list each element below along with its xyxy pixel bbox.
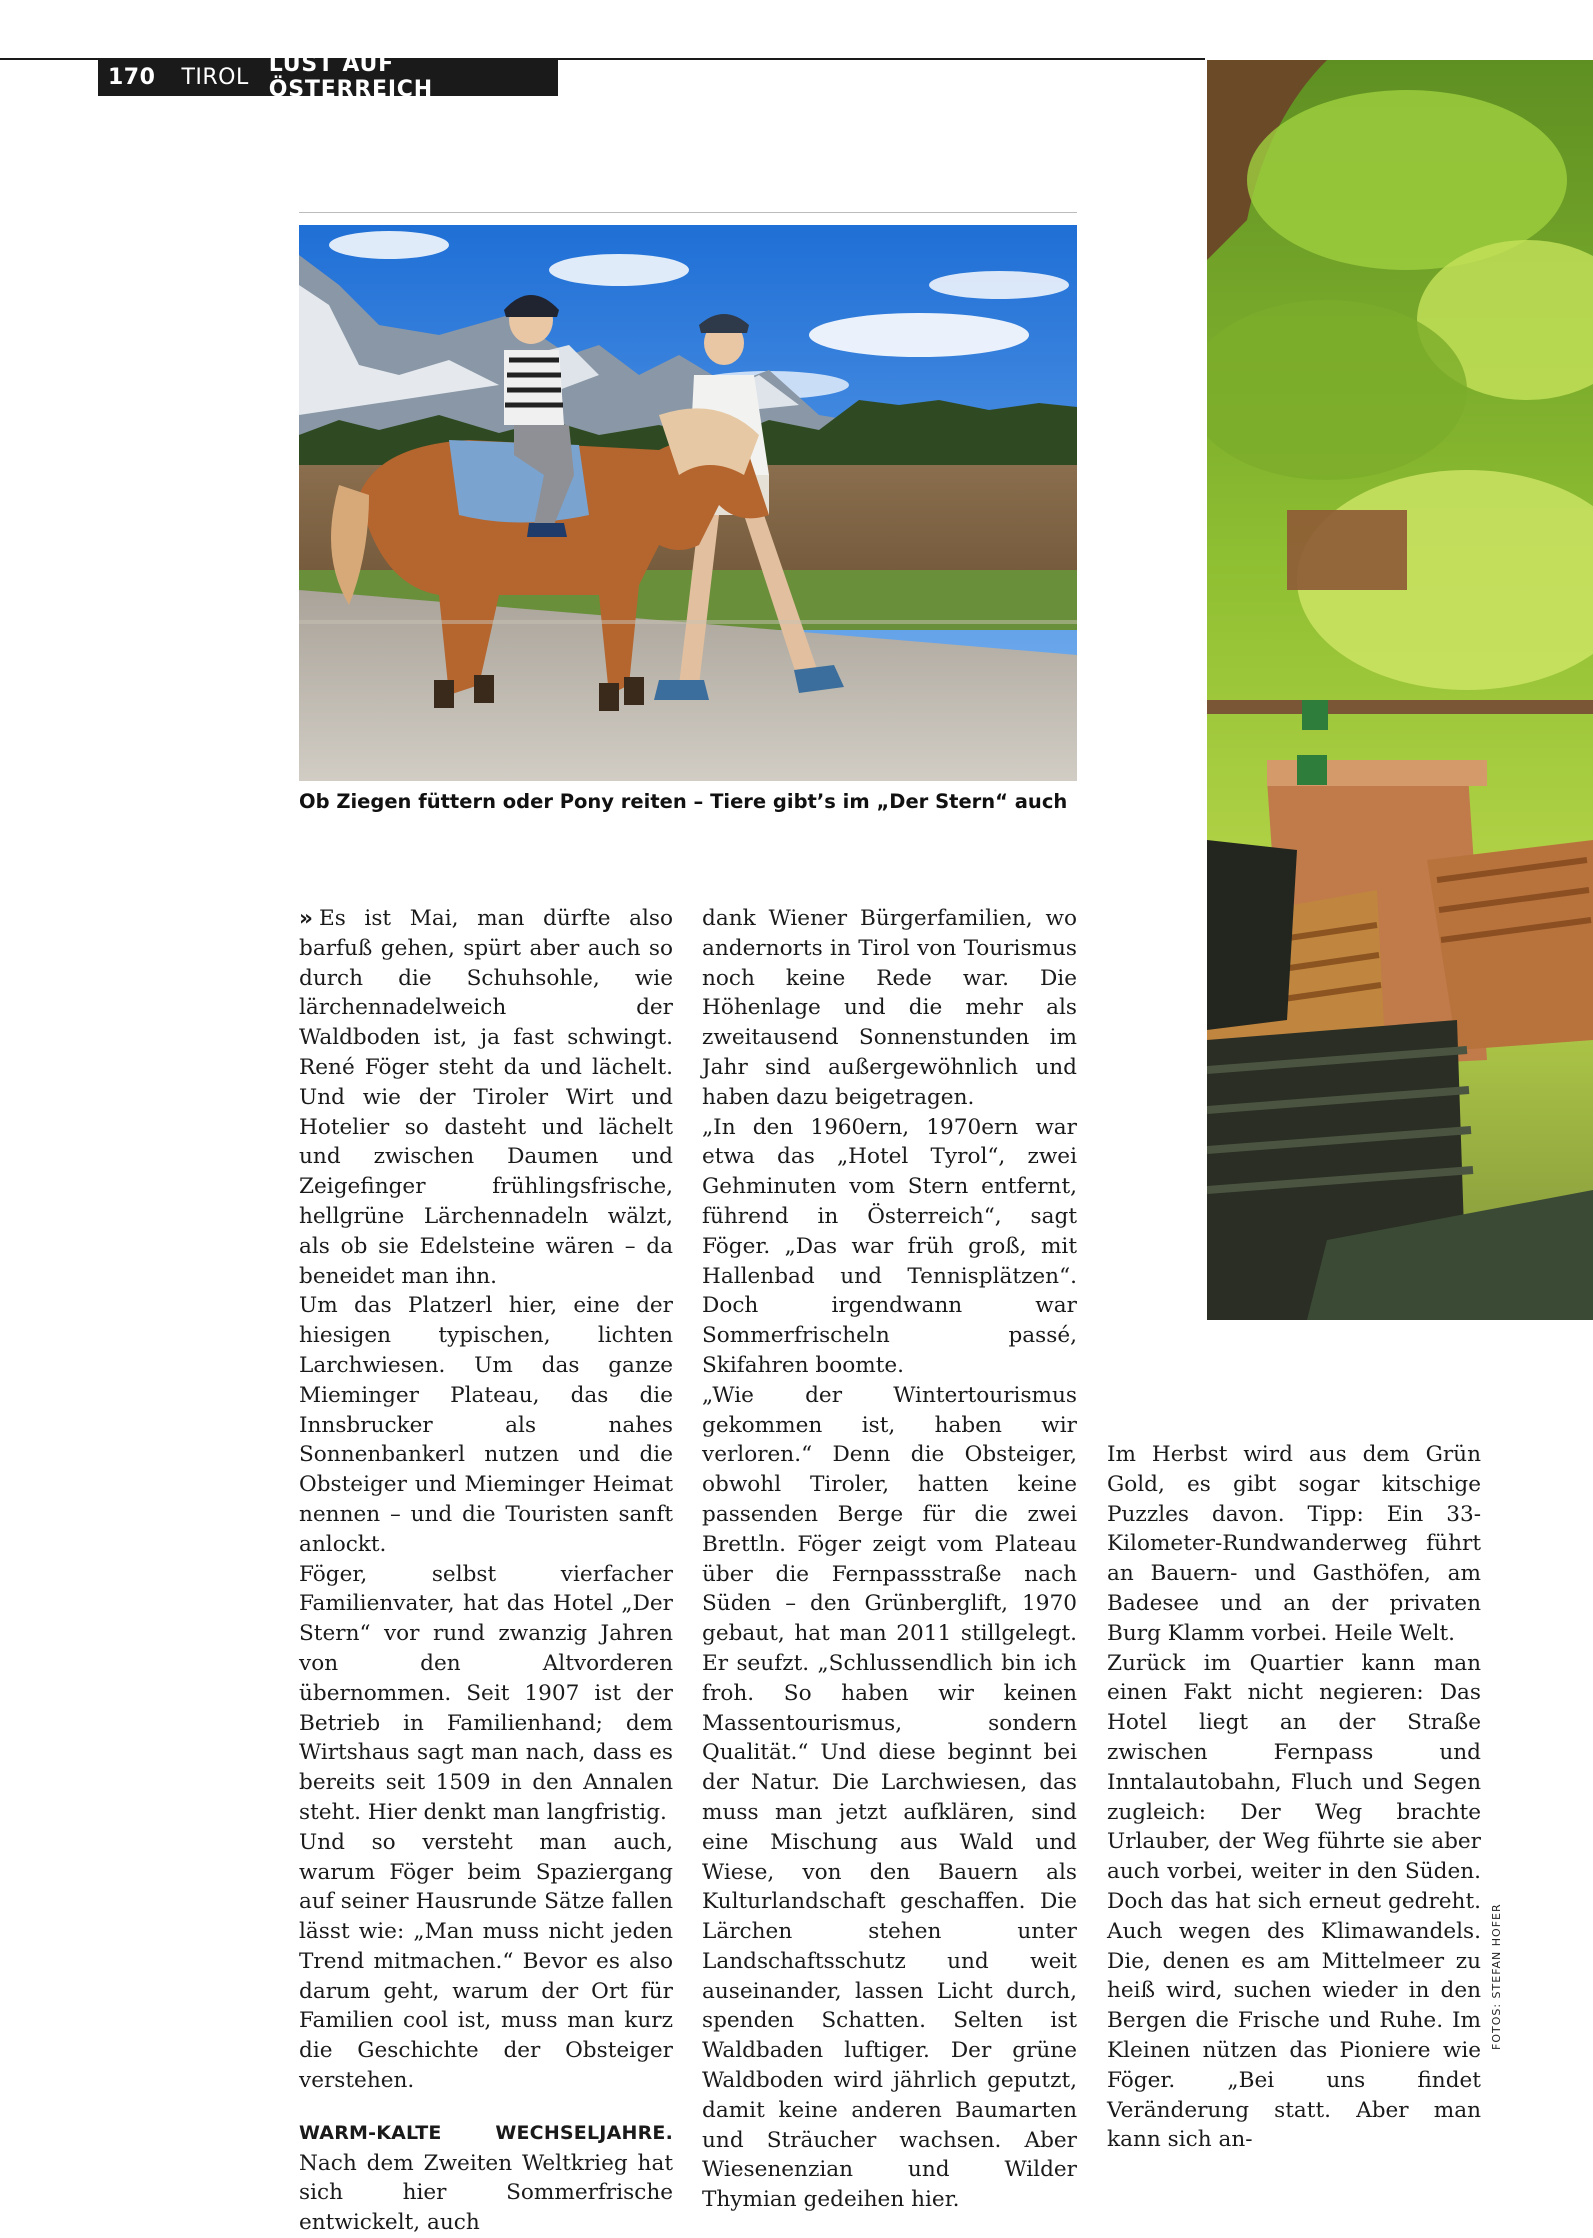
section-label: TIROL [181, 64, 249, 90]
article-paragraph: „Wie der Wintertourismus gekommen ist, haben wir verloren.“ Denn die Obsteiger, obwohl Tiroler, hatten keine passenden Berge für die zwei Brettln. Föger zeigt vom Plateau über die Fernpassstraße nach Süden – den Grünberglift, 1970 gebaut, hat man 2011 stillgelegt. Er seufzt. „Schlussendlich bin ich froh. So haben wir keinen Massentourismus, sondern Qualität.“ Und diese beginnt bei der Natur. Die Larchwiesen, das muss man jetzt aufklären, sind eine Mischung aus Wald und Wiese, von den Bauern als Kulturlandschaft geschaffen. Die Lärchen stehen unter Landschaftsschutz und weit auseinander, lassen Licht durch, spenden Schatten. Selten ist Waldbaden luftiger. Der grüne Waldboden wird jährlich geputzt, damit keine anderen Baumarten und Sträucher wachsen. Aber Wiesenenzian und Wilder Thymian gedeihen hier. [702, 1382, 1077, 2213]
article-paragraph: Im Herbst wird aus dem Grün Gold, es gibt sogar kitschige Puzzles davon. Tipp: Ein 33-Kilometer-Rundwanderweg führt an Bauern- und Gasthöfen, am Badesee und an der privaten Burg Klamm vorbei. Heile Welt. [1107, 1442, 1481, 1646]
photo-caption: Ob Ziegen füttern oder Pony reiten – Tiere gibt’s im „Der Stern“ auch [299, 790, 1068, 813]
photo-rule [299, 212, 1077, 213]
article-paragraph: dank Wiener Bürgerfamilien, wo andernorts in Tirol von Tourismus noch keine Rede war. Die Höhenlage und die mehr als zweitausend Sonnenstunden im Jahr sind außergewöhnlich und haben dazu beigetragen. [702, 906, 1077, 1110]
article-paragraph: » Es ist Mai, man dürfte also barfuß gehen, spürt aber auch so durch die Schuhsohle, wie lärchennadelweich der Waldboden ist, ja fast schwingt. René Föger steht da und lächelt. Und wie der Tiroler Wirt und Hotelier so dasteht und lächelt und zwischen Daumen und Zeigefinger frühlingsfrische, hellgrüne Lärchennadeln wälzt, als ob sie Edelsteine wären – da beneidet man ihn. [299, 906, 673, 1289]
article-paragraph: „In den 1960ern, 1970ern war etwa das „Hotel Tyrol“, zwei Gehminuten vom Stern entfernt, führend in Österreich“, sagt Föger. „Das war früh groß, mit Hallenbad und Tennisplätzen“. Doch irgendwann war Sommerfrischeln passé, Skifahren boomte. [702, 1114, 1077, 1378]
article-paragraph: Und so versteht man auch, warum Föger beim Spaziergang auf seiner Hausrunde Sätze fallen lässt wie: „Man muss nicht jeden Trend mitmachen.“ Bevor es also darum geht, warum der Ort für Familien cool ist, muss man kurz die Geschichte der Obsteiger verstehen. [299, 1829, 673, 2094]
quote-mark-icon: » [299, 906, 313, 931]
article-column-1 [299, 904, 673, 2238]
pony-photo [299, 225, 1077, 781]
terrace-photo [1207, 60, 1593, 1320]
header-bar [98, 52, 558, 102]
photo-credit: FOTOS: STEFAN HOFER [1490, 1903, 1503, 2050]
article-paragraph: Zurück im Quartier kann man einen Fakt nicht negieren: Das Hotel liegt an der Straße zwischen Fernpass und Inntalautobahn, Fluch und Segen zugleich: Der Weg brachte Urlauber, der Weg führte sie aber auch vorbei, weiter in den Süden. Doch das hat sich erneut gedreht. Auch wegen des Klimawandels. Die, denen es am Mittelmeer zu heiß wird, suchen wieder in den Bergen die Frische und Ruhe. Im Kleinen nützen das Pioniere wie Föger. „Bei uns findet Veränderung statt. Aber man kann sich an- [1107, 1650, 1481, 2153]
subheading: WARM-KALTE WECHSELJAHRE. [299, 2121, 673, 2144]
magazine-title: LUST AUF ÖSTERREICH [268, 52, 433, 102]
article-column-2 [702, 904, 1077, 2215]
article-paragraph: Um das Platzerl hier, eine der hiesigen typischen, lichten Larchwiesen. Um das ganze Mieminger Plateau, das die Innsbrucker als nahes Sonnenbankerl nutzen und die Obsteiger und Mieminger Heimat nennen – und die Touristen sanft anlockt. [299, 1293, 673, 1557]
article-paragraph: WARM-KALTE WECHSELJAHRE. Nach dem Zweiten Weltkrieg hat sich hier Sommerfrische entwickelt, auch [299, 2121, 673, 2236]
article-paragraph: Föger, selbst vierfacher Familienvater, hat das Hotel „Der Stern“ vor rund zwanzig Jahren von den Altvorderen übernommen. Seit 1907 ist der Betrieb in Familienhand; dem Wirtshaus sagt man nach, dass es bereits seit 1509 in den Annalen steht. Hier denkt man langfristig. [299, 1561, 673, 1825]
article-column-3 [1107, 1440, 1481, 2155]
page-number: 170 [108, 64, 156, 90]
